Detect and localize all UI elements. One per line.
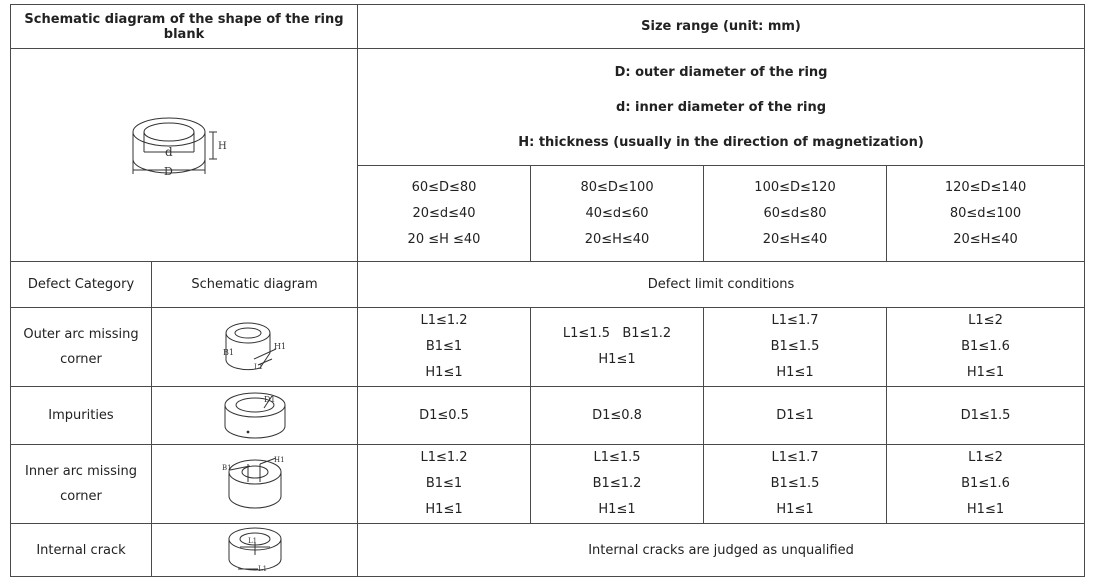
definition-outer-diameter: D: outer diameter of the ring — [614, 64, 828, 80]
inner-arc-1-b1: B1≤1 — [425, 476, 463, 491]
range-3-H: 20≤H≤40 — [762, 231, 828, 247]
impurities-diagram-cell — [152, 387, 358, 445]
range-cell-3 — [704, 166, 887, 262]
impurities-limit-3: D1≤1 — [704, 387, 887, 445]
outer-arc-diagram — [220, 319, 290, 375]
ring-blank-diagram — [129, 114, 239, 196]
inner-arc-2-l1: L1≤1.5 — [593, 450, 641, 465]
outer-arc-name-line1: Outer arc missing — [23, 327, 139, 342]
range-4-D: 120≤D≤140 — [944, 179, 1027, 195]
header-row — [11, 5, 1085, 49]
inner-arc-4-l1: L1≤2 — [968, 450, 1003, 465]
range-4-d: 80≤d≤100 — [949, 205, 1022, 221]
inner-arc-diagram — [220, 454, 290, 514]
inner-arc-name-cell — [11, 445, 152, 524]
outer-arc-label-h1: H1 — [273, 342, 286, 351]
outer-arc-3-l1: L1≤1.7 — [771, 313, 819, 328]
definition-inner-diameter: d: inner diameter of the ring — [616, 99, 826, 115]
ring-blank-spec-table — [10, 4, 1085, 577]
internal-crack-diagram-cell — [152, 524, 358, 577]
inner-arc-1-h1: H1≤1 — [425, 502, 463, 517]
inner-arc-3-l1: L1≤1.7 — [771, 450, 819, 465]
inner-arc-name-line1: Inner arc missing — [24, 464, 138, 479]
impurities-diagram — [220, 390, 290, 442]
shape-title: Schematic diagram of the shape of the ring blank — [24, 11, 344, 42]
outer-arc-1-b1: B1≤1 — [425, 339, 463, 354]
range-cell-2 — [531, 166, 704, 262]
inner-arc-4-b1: B1≤1.6 — [961, 476, 1010, 491]
outer-arc-limit-4 — [887, 308, 1085, 387]
impurities-label-d1: D1 — [263, 394, 276, 404]
definition-thickness: H: thickness (usually in the direction of magnetization) — [518, 134, 924, 150]
inner-arc-2-h1: H1≤1 — [598, 502, 636, 517]
range-cell-1 — [358, 166, 531, 262]
defect-header-row — [11, 262, 1085, 308]
outer-arc-label-b1: B1 — [222, 348, 234, 357]
defect-limits-header: Defect limit conditions — [358, 262, 1085, 308]
outer-arc-4-l1: L1≤2 — [968, 313, 1003, 328]
inner-arc-limit-2 — [531, 445, 704, 524]
outer-arc-name-cell — [11, 308, 152, 387]
outer-arc-diagram-cell — [152, 308, 358, 387]
outer-arc-4-b1: B1≤1.6 — [961, 339, 1010, 354]
range-3-D: 100≤D≤120 — [754, 179, 836, 195]
outer-arc-4-h1: H1≤1 — [966, 365, 1005, 380]
outer-arc-1-l1: L1≤1.2 — [420, 313, 468, 328]
impurity-dot — [246, 430, 249, 433]
outer-arc-3-b1: B1≤1.5 — [770, 339, 820, 354]
definitions-cell — [358, 49, 1085, 166]
outer-arc-limit-2 — [531, 308, 704, 387]
ring-label-inner: d — [165, 145, 173, 159]
impurities-limit-1: D1≤0.5 — [358, 387, 531, 445]
range-1-H: 20 ≤H ≤40 — [407, 231, 481, 247]
range-2-d: 40≤d≤60 — [585, 205, 649, 221]
size-title: Size range (unit: mm) — [641, 19, 801, 34]
inner-arc-label-b1: B1 — [221, 464, 232, 472]
outer-arc-name-line2: corner — [60, 352, 102, 367]
defect-category-header: Defect Category — [11, 262, 152, 308]
shape-title-cell — [11, 5, 358, 49]
outer-arc-limit-1 — [358, 308, 531, 387]
schematic-header: Schematic diagram — [152, 262, 358, 308]
outer-arc-label-l1: L1 — [253, 363, 263, 371]
range-1-D: 60≤D≤80 — [411, 179, 477, 195]
definitions-row — [11, 49, 1085, 166]
defect-row-inner-arc — [11, 445, 1085, 524]
range-2-D: 80≤D≤100 — [580, 179, 654, 195]
inner-arc-1-l1: L1≤1.2 — [420, 450, 468, 465]
outer-arc-2-h1: H1≤1 — [598, 352, 636, 367]
range-4-H: 20≤H≤40 — [953, 231, 1018, 247]
outer-arc-1-h1: H1≤1 — [425, 365, 463, 380]
ring-diagram-cell — [11, 49, 358, 262]
inner-arc-label-h1: H1 — [273, 456, 285, 464]
size-title-cell — [358, 5, 1085, 49]
inner-arc-4-h1: H1≤1 — [966, 502, 1005, 517]
outer-arc-3-h1: H1≤1 — [776, 365, 814, 380]
inner-arc-diagram-cell — [152, 445, 358, 524]
internal-crack-label-l1-bottom: L1 — [257, 565, 267, 573]
inner-arc-name-line2: corner — [60, 489, 102, 504]
internal-crack-diagram — [224, 525, 286, 575]
defect-row-outer-arc — [11, 308, 1085, 387]
defect-row-internal-crack — [11, 524, 1085, 577]
inner-arc-3-b1: B1≤1.5 — [770, 476, 820, 491]
range-1-d: 20≤d≤40 — [412, 205, 476, 221]
range-2-H: 20≤H≤40 — [584, 231, 650, 247]
impurities-limit-4: D1≤1.5 — [887, 387, 1085, 445]
inner-arc-3-h1: H1≤1 — [776, 502, 814, 517]
impurities-limit-2: D1≤0.8 — [531, 387, 704, 445]
range-3-d: 60≤d≤80 — [763, 205, 827, 221]
impurities-name-cell: Impurities — [11, 387, 152, 445]
inner-arc-limit-3 — [704, 445, 887, 524]
internal-crack-label-l1: L1 — [247, 537, 257, 545]
inner-arc-limit-4 — [887, 445, 1085, 524]
internal-crack-result: Internal cracks are judged as unqualified — [358, 524, 1085, 577]
inner-arc-limit-1 — [358, 445, 531, 524]
outer-arc-2-l1-b1: L1≤1.5 B1≤1.2 — [562, 326, 672, 341]
inner-arc-2-b1: B1≤1.2 — [592, 476, 642, 491]
ring-label-height: H — [218, 141, 227, 152]
ring-label-outer: D — [164, 165, 173, 178]
range-cell-4 — [887, 166, 1085, 262]
defect-row-impurities — [11, 387, 1085, 445]
outer-arc-limit-3 — [704, 308, 887, 387]
internal-crack-name-cell: Internal crack — [11, 524, 152, 577]
